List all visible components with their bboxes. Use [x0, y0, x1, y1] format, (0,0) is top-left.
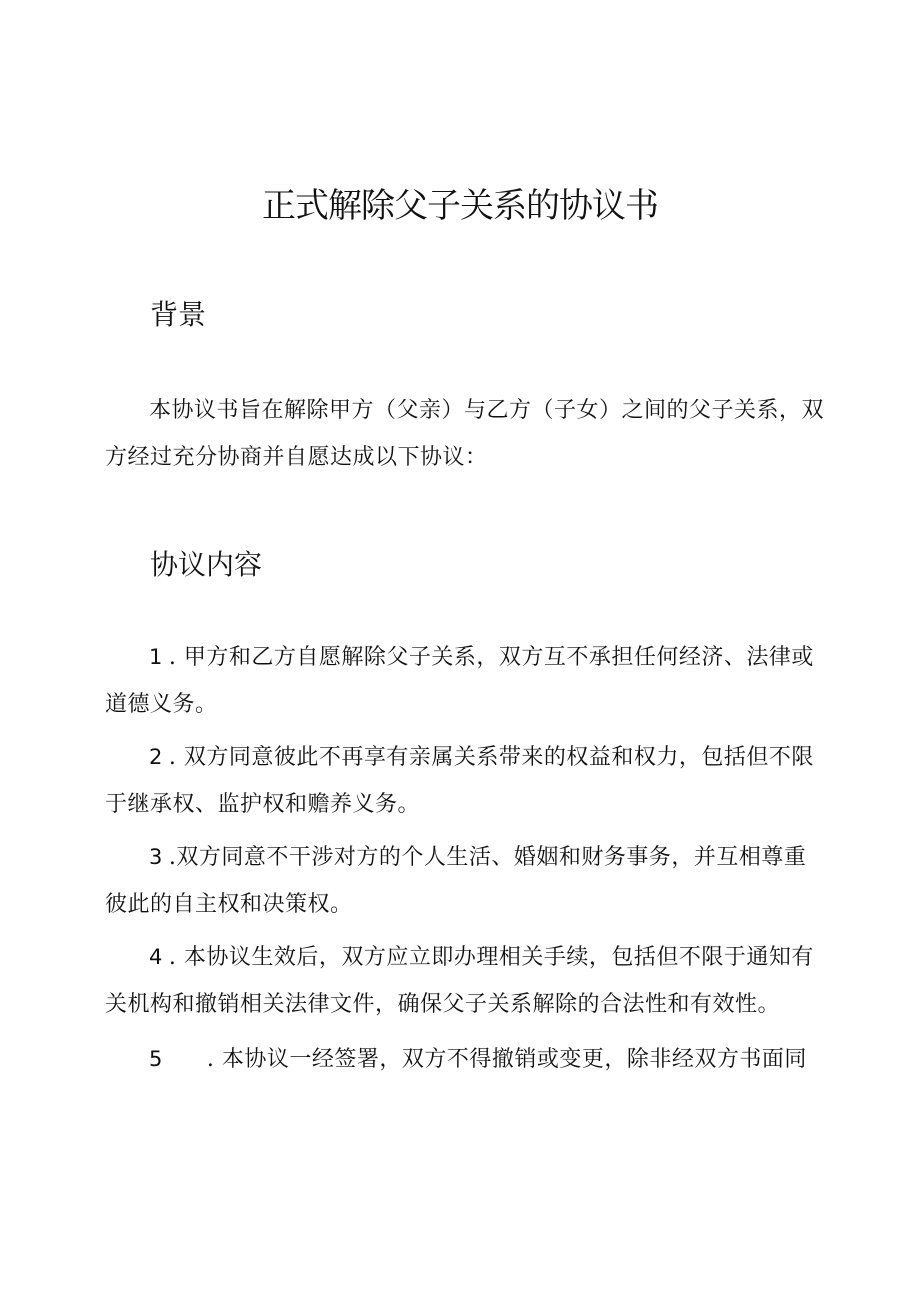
- section-heading-background: 背景: [150, 298, 207, 331]
- agreement-item-2: [105, 734, 825, 828]
- item-text: . 本协议一经签署，双方不得撤销或变更，除非经双方书面同: [206, 1047, 807, 1072]
- agreement-item-3: [105, 834, 825, 928]
- item-text: . 双方同意彼此不再享有亲属关系带来的权益和权力，包括但不限于继承权、监护权和赡养义务。: [105, 745, 814, 817]
- agreement-item-4: [105, 934, 825, 1028]
- document-title: 正式解除父子关系的协议书: [262, 186, 658, 226]
- item-text: .双方同意不干涉对方的个人生活、婚姻和财务事务，并互相尊重彼此的自主权和决策权。: [105, 845, 807, 917]
- section-heading-content: 协议内容: [150, 548, 263, 581]
- item-number: 2: [149, 745, 163, 769]
- background-paragraph: 本协议书旨在解除甲方（父亲）与乙方（子女）之间的父子关系，双方经过充分协商并自愿达成以下协议：: [105, 398, 825, 470]
- item-number: 3: [149, 845, 163, 869]
- item-number: 1: [149, 645, 163, 669]
- item-number: 4: [149, 945, 163, 969]
- item-number: 5: [149, 1047, 163, 1071]
- item-text: . 甲方和乙方自愿解除父子关系，双方互不承担任何经济、法律或道德义务。: [105, 645, 814, 717]
- agreement-item-1: [105, 634, 825, 728]
- item-text: . 本协议生效后，双方应立即办理相关手续，包括但不限于通知有关机构和撤销相关法律文件，确保父子关系解除的合法性和有效性。: [105, 945, 814, 1017]
- agreement-item-5: [105, 1036, 825, 1083]
